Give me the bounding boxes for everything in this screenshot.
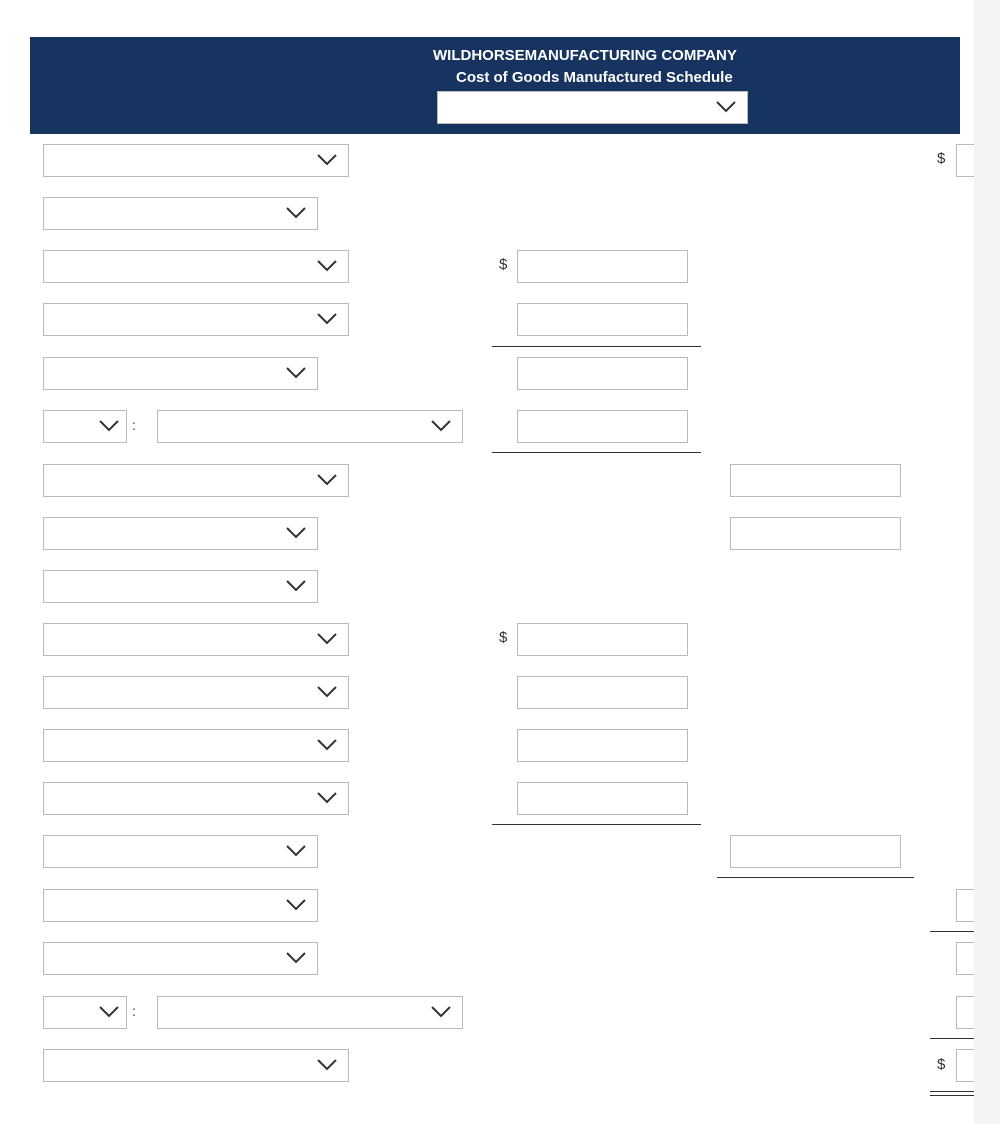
period-select[interactable] xyxy=(437,91,748,124)
currency-symbol: $ xyxy=(499,256,508,273)
row-15-total-input[interactable] xyxy=(956,889,974,922)
schedule-header xyxy=(30,37,960,134)
total-rule xyxy=(930,931,974,932)
row-13-amount-input[interactable] xyxy=(517,782,688,815)
row-5-amount-input[interactable] xyxy=(517,357,688,390)
row-3-amount-input[interactable] xyxy=(517,250,688,283)
chevron-down-icon xyxy=(285,898,307,912)
schedule-title: Cost of Goods Manufactured Schedule xyxy=(456,69,733,86)
chevron-down-icon xyxy=(285,844,307,858)
chevron-down-icon xyxy=(715,100,737,114)
chevron-down-icon xyxy=(98,419,120,433)
row-1-total-input[interactable] xyxy=(956,144,974,177)
row-17-prefix-select[interactable] xyxy=(43,996,127,1029)
row-6-amount-input[interactable] xyxy=(517,410,688,443)
row-10-amount-input[interactable] xyxy=(517,623,688,656)
row-2-label-select[interactable] xyxy=(43,197,318,230)
chevron-down-icon xyxy=(98,1005,120,1019)
subtotal-rule xyxy=(492,346,701,347)
row-17-label-select[interactable] xyxy=(157,996,463,1029)
row-1-label-select[interactable] xyxy=(43,144,349,177)
subtotal-rule xyxy=(492,824,701,825)
chevron-down-icon xyxy=(316,259,338,273)
chevron-down-icon xyxy=(316,1058,338,1072)
chevron-down-icon xyxy=(430,1005,452,1019)
subtotal-rule xyxy=(492,452,701,453)
row-5-label-select[interactable] xyxy=(43,357,318,390)
total-rule xyxy=(930,1038,974,1039)
column3-rule xyxy=(717,877,914,878)
row-18-label-select[interactable] xyxy=(43,1049,349,1082)
chevron-down-icon xyxy=(285,366,307,380)
chevron-down-icon xyxy=(285,951,307,965)
row-3-label-select[interactable] xyxy=(43,250,349,283)
double-total-rule xyxy=(930,1095,974,1096)
row-8-column3-input[interactable] xyxy=(730,517,901,550)
company-name: WILDHORSEMANUFACTURING COMPANY xyxy=(433,47,737,64)
row-10-label-select[interactable] xyxy=(43,623,349,656)
row-7-column3-input[interactable] xyxy=(730,464,901,497)
chevron-down-icon xyxy=(316,312,338,326)
chevron-down-icon xyxy=(316,473,338,487)
colon-separator: : xyxy=(132,1003,136,1019)
chevron-down-icon xyxy=(316,685,338,699)
row-6-prefix-select[interactable] xyxy=(43,410,127,443)
currency-symbol: $ xyxy=(499,629,508,646)
row-8-label-select[interactable] xyxy=(43,517,318,550)
colon-separator: : xyxy=(132,417,136,433)
chevron-down-icon xyxy=(316,153,338,167)
row-12-amount-input[interactable] xyxy=(517,729,688,762)
chevron-down-icon xyxy=(285,526,307,540)
row-4-label-select[interactable] xyxy=(43,303,349,336)
row-15-label-select[interactable] xyxy=(43,889,318,922)
right-gutter xyxy=(974,0,1000,1124)
row-16-total-input[interactable] xyxy=(956,942,974,975)
chevron-down-icon xyxy=(285,579,307,593)
chevron-down-icon xyxy=(316,791,338,805)
double-total-rule xyxy=(930,1091,974,1092)
row-7-label-select[interactable] xyxy=(43,464,349,497)
chevron-down-icon xyxy=(316,632,338,646)
row-9-label-select[interactable] xyxy=(43,570,318,603)
row-18-total-input[interactable] xyxy=(956,1049,974,1082)
chevron-down-icon xyxy=(430,419,452,433)
row-6-label-select[interactable] xyxy=(157,410,463,443)
row-17-total-input[interactable] xyxy=(956,996,974,1029)
chevron-down-icon xyxy=(285,206,307,220)
row-11-amount-input[interactable] xyxy=(517,676,688,709)
row-14-label-select[interactable] xyxy=(43,835,318,868)
row-12-label-select[interactable] xyxy=(43,729,349,762)
row-11-label-select[interactable] xyxy=(43,676,349,709)
currency-symbol: $ xyxy=(937,150,946,167)
currency-symbol: $ xyxy=(937,1056,946,1073)
chevron-down-icon xyxy=(316,738,338,752)
row-16-label-select[interactable] xyxy=(43,942,318,975)
row-4-amount-input[interactable] xyxy=(517,303,688,336)
row-13-label-select[interactable] xyxy=(43,782,349,815)
row-14-column3-input[interactable] xyxy=(730,835,901,868)
